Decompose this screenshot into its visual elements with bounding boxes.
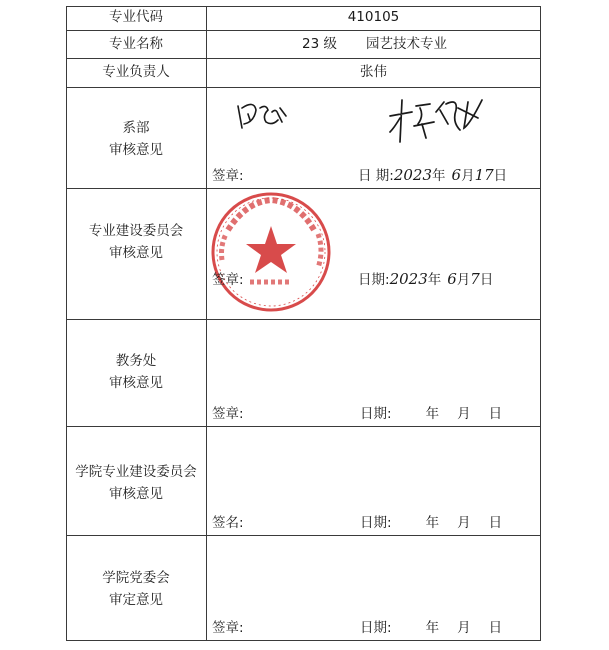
section-academic-date: [360, 402, 502, 422]
section-college-committee-sign-label: 签名:: [212, 515, 244, 531]
section-dept-sign-label: 签章:: [212, 168, 244, 184]
date-day-suffix: 日: [493, 168, 508, 184]
date-year: 2023: [389, 270, 428, 288]
date-day-suffix: 日: [488, 406, 503, 422]
date-day: 7: [470, 270, 480, 288]
date-label: 日 期:: [358, 168, 394, 184]
date-day-suffix: 日: [488, 620, 503, 636]
section-dept-label-1: 系部: [122, 120, 150, 136]
section-dept-date: [358, 164, 507, 184]
row-divider: [66, 58, 540, 59]
date-year: 2023: [393, 166, 433, 184]
row-divider: [66, 188, 540, 189]
date-month-suffix: 月: [456, 272, 471, 288]
date-month-suffix: 月: [457, 515, 471, 531]
handwritten-signature-2: [386, 94, 496, 144]
row-divider: [66, 535, 540, 536]
table-border-right: [540, 6, 541, 641]
row-divider: [66, 426, 540, 427]
date-day-suffix: 日: [488, 515, 503, 531]
section-committee-sign-label: 签章:: [212, 272, 244, 288]
section-party-committee-label-2: 审定意见: [109, 592, 163, 608]
major-grade: 23 级: [302, 36, 337, 52]
section-committee-date: [358, 268, 493, 288]
date-year-suffix: 年: [432, 168, 446, 184]
section-college-committee-date: [360, 511, 502, 531]
section-committee-label-2: 审核意见: [109, 245, 163, 261]
date-month-suffix: 月: [461, 168, 475, 184]
row-divider: [66, 30, 540, 31]
date-year-suffix: 年: [427, 272, 442, 288]
date-month: 6: [451, 166, 462, 184]
column-divider: [206, 6, 207, 641]
major-code-label: 专业代码: [109, 9, 163, 25]
date-label: 日期:: [358, 272, 390, 288]
major-name-label: 专业名称: [109, 36, 163, 52]
official-red-seal: [206, 190, 336, 320]
section-committee-label-1: 专业建设委员会: [88, 223, 184, 239]
date-day: 17: [474, 166, 494, 184]
major-leader-value: 张伟: [360, 64, 387, 80]
date-label: 日期:: [360, 515, 392, 531]
table-border-bottom: [66, 640, 540, 641]
section-college-committee-label-2: 审核意见: [109, 486, 163, 502]
date-month-suffix: 月: [457, 620, 471, 636]
section-academic-sign-label: 签章:: [212, 406, 244, 422]
handwritten-signature-1: [232, 98, 292, 138]
major-code-value: 410105: [347, 9, 400, 25]
table-border-left: [66, 6, 67, 641]
date-label: 日期:: [360, 620, 392, 636]
section-party-committee-date: [360, 616, 502, 636]
section-academic-label-2: 审核意见: [109, 375, 163, 391]
date-year-suffix: 年: [425, 620, 440, 636]
date-label: 日期:: [360, 406, 392, 422]
major-name-value: 园艺技术专业: [366, 36, 447, 52]
section-party-committee-sign-label: 签章:: [212, 620, 244, 636]
section-dept-label-2: 审核意见: [109, 142, 163, 158]
date-month: 6: [447, 270, 457, 288]
date-year-suffix: 年: [425, 406, 440, 422]
section-party-committee-label-1: 学院党委会: [102, 570, 170, 586]
date-day-suffix: 日: [479, 272, 494, 288]
major-leader-label: 专业负责人: [102, 64, 170, 80]
date-month-suffix: 月: [457, 406, 471, 422]
section-college-committee-label-1: 学院专业建设委员会: [75, 464, 197, 480]
row-divider: [66, 87, 540, 88]
section-academic-label-1: 教务处: [115, 353, 157, 369]
date-year-suffix: 年: [425, 515, 440, 531]
